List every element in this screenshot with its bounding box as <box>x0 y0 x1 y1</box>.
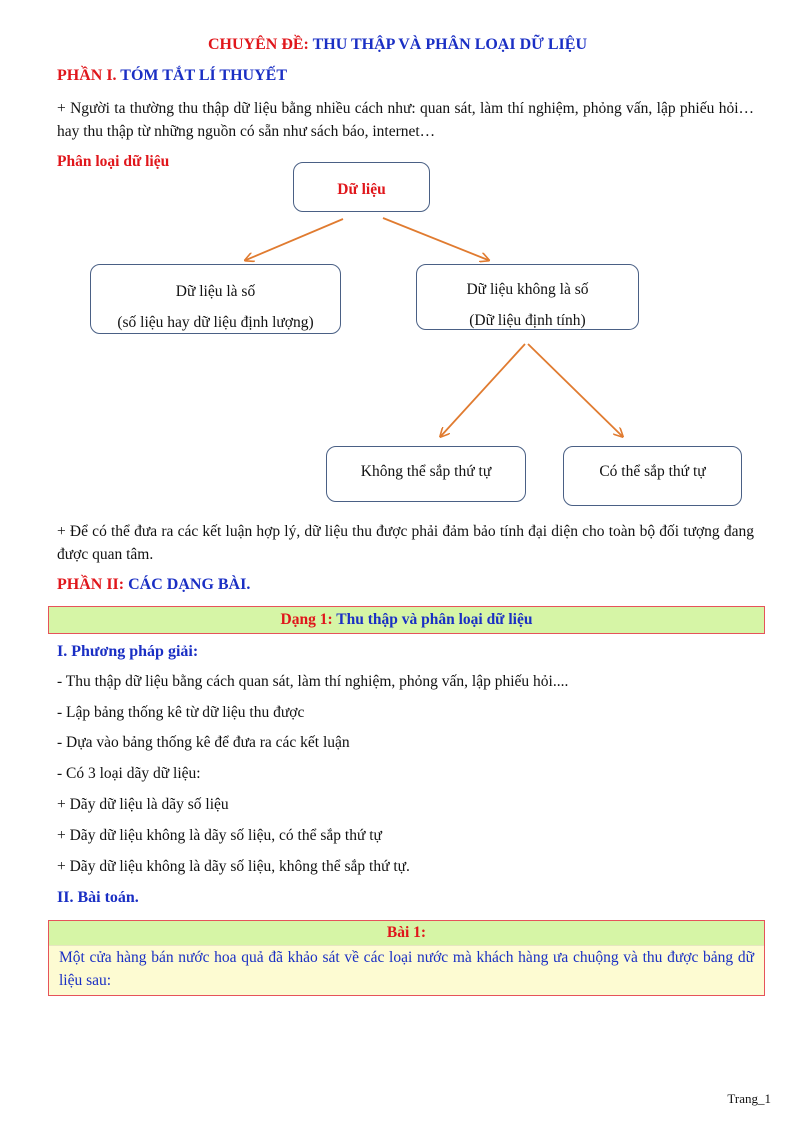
problems-heading: II. Bài toán. <box>57 889 139 906</box>
title-prefix: CHUYÊN ĐỀ: <box>207 36 309 53</box>
root-data-box <box>293 162 430 212</box>
classification-arrows <box>0 0 795 520</box>
part2-title: CÁC DẠNG BÀI. <box>128 576 251 593</box>
part2-heading <box>57 576 250 594</box>
ordered-box <box>563 446 742 506</box>
arrow-to-numeric <box>246 219 343 260</box>
arrow-to-ordered <box>528 344 622 436</box>
intro-paragraph: + Người ta thường thu thập dữ liệu bằng nhiều cách như: quan sát, làm thí nghiệm, phỏng vấn, lập phiếu hỏi…hay thu thập từ những nguồn có sẵn như sách báo, internet… <box>57 100 754 140</box>
unordered-label: Không thể sắp thứ tự <box>360 463 492 480</box>
dang1-title: Thu thập và phân loại dữ liệu <box>336 611 533 628</box>
numeric-label: Dữ liệu là số <box>175 283 256 300</box>
part2-prefix: PHẦN II: <box>57 576 125 593</box>
conclusion-paragraph: + Để có thể đưa ra các kết luận hợp lý, dữ liệu thu được phải đảm bảo tính đại diện cho toàn bộ đối tượng đang được quan tâm. <box>57 523 754 563</box>
nonnumeric-data-box <box>416 264 639 330</box>
problem1-title: Bài 1: <box>386 924 427 941</box>
method-line: - Có 3 loại dãy dữ liệu: <box>57 765 201 782</box>
ordered-label: Có thể sắp thứ tự <box>599 463 706 480</box>
dang1-prefix: Dạng 1: <box>280 611 333 628</box>
method-line: - Dựa vào bảng thống kê để đưa ra các kết luận <box>57 734 350 751</box>
method-line: - Thu thập dữ liệu bằng cách quan sát, làm thí nghiệm, phỏng vấn, lập phiếu hỏi.... <box>57 673 569 690</box>
classify-heading: Phân loại dữ liệu <box>57 153 170 170</box>
nonnumeric-label: Dữ liệu không là số <box>466 281 589 298</box>
method-line: - Lập bảng thống kê từ dữ liệu thu được <box>57 704 305 721</box>
problem1-text: Một cửa hàng bán nước hoa quả đã khảo sát về các loại nước mà khách hàng ưa chuộng và thu được bảng dữ liệu sau: <box>59 949 754 989</box>
arrow-to-unordered <box>441 344 525 436</box>
part1-prefix: PHẦN I. <box>57 67 117 84</box>
problem1-box <box>48 920 765 996</box>
method-line: + Dãy dữ liệu không là dãy số liệu, có thể sắp thứ tự <box>57 827 382 844</box>
unordered-box <box>326 446 526 502</box>
method-heading: I. Phương pháp giải: <box>57 643 199 660</box>
method-line: + Dãy dữ liệu không là dãy số liệu, không thể sắp thứ tự. <box>57 858 410 875</box>
numeric-sublabel: (số liệu hay dữ liệu định lượng) <box>117 314 314 331</box>
nonnumeric-sublabel: (Dữ liệu định tính) <box>469 312 586 329</box>
title-text: THU THẬP VÀ PHÂN LOẠI DỮ LIỆU <box>312 36 587 53</box>
root-data-label: Dữ liệu <box>337 181 386 198</box>
arrow-to-nonnumeric <box>383 218 488 260</box>
dang1-banner <box>48 606 765 634</box>
page-number: Trang_1 <box>727 1091 771 1106</box>
method-line: + Dãy dữ liệu là dãy số liệu <box>57 796 229 813</box>
problem1-title-bar <box>49 921 764 946</box>
numeric-data-box <box>90 264 341 334</box>
part1-title: TÓM TẮT LÍ THUYẾT <box>120 67 287 84</box>
